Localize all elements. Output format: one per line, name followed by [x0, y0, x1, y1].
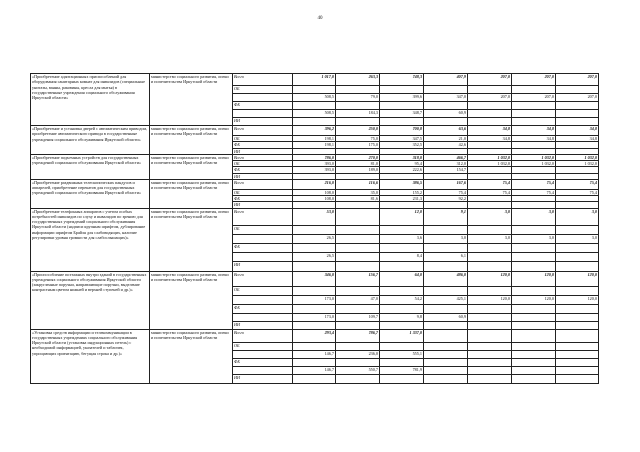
amount-cell: [336, 358, 380, 366]
amount-cell: 95,4: [380, 161, 424, 167]
amount-cell: 8,4: [380, 252, 424, 261]
amount-cell: 120,0: [556, 295, 599, 304]
amount-cell: 146,7: [293, 350, 336, 358]
amount-cell: [468, 304, 512, 313]
amount-cell: [293, 102, 336, 110]
budget-table-body: [31, 74, 599, 384]
amount-cell: 60,9: [424, 313, 468, 321]
amount-cell: 1 032,0: [512, 154, 556, 160]
funding-source-cell: [233, 234, 293, 243]
amount-cell: [512, 118, 556, 126]
amount-cell: 79,0: [336, 94, 380, 102]
amount-cell: 207,0: [468, 74, 512, 86]
funding-source-cell: ОБ: [233, 286, 293, 295]
amount-cell: [556, 366, 599, 374]
amount-cell: [468, 329, 512, 342]
amount-cell: 64,0: [380, 271, 424, 286]
executor-cell: министерство социального развития, опеки и попечительства Иркутской области: [150, 208, 233, 271]
funding-source-cell: ФБ: [233, 142, 293, 148]
amount-cell: 748,3: [380, 74, 424, 86]
amount-cell: 425,1: [424, 295, 468, 304]
amount-cell: [468, 243, 512, 252]
measure-description: «Установка средств информации и телекоммуникации в государственных учреждениях социального обслуживания Иркутской области (установка индукционных петель) с необходимой информацией, указателей и табличек, упрощающих ориентацию, бегущая строка и др.)»: [31, 329, 150, 383]
funding-source-cell: Всего: [233, 126, 293, 136]
amount-cell: [556, 286, 599, 295]
amount-cell: [556, 358, 599, 366]
table-row: [31, 126, 599, 136]
funding-source-cell: ФБ: [233, 358, 293, 366]
amount-cell: 116,6: [336, 179, 380, 189]
amount-cell: 396,2: [293, 126, 336, 136]
amount-cell: 508,5: [293, 94, 336, 102]
amount-cell: 75,4: [556, 189, 599, 195]
funding-source-cell: [233, 313, 293, 321]
amount-cell: 407,9: [424, 74, 468, 86]
measure-description: «Приобретение и установка дверей с автоматическим приводом, приобретение автоматического привода в государственные учреждения социального обслуживания Иркутской области»: [31, 126, 150, 155]
amount-cell: 146,7: [293, 366, 336, 374]
amount-cell: 198,1: [293, 142, 336, 148]
amount-cell: [468, 350, 512, 358]
amount-cell: [468, 321, 512, 329]
amount-cell: [512, 261, 556, 271]
amount-cell: [512, 321, 556, 329]
funding-source-cell: Всего: [233, 179, 293, 189]
amount-cell: 184,3: [336, 110, 380, 118]
amount-cell: 34,8: [468, 126, 512, 136]
amount-cell: [380, 102, 424, 110]
amount-cell: 786,7: [336, 329, 380, 342]
amount-cell: 1 337,0: [380, 329, 424, 342]
funding-source-cell: Всего: [233, 329, 293, 342]
amount-cell: 35,0: [336, 189, 380, 195]
amount-cell: [556, 374, 599, 383]
amount-cell: [380, 261, 424, 271]
amount-cell: [468, 86, 512, 94]
amount-cell: 9,8: [380, 313, 424, 321]
amount-cell: [424, 304, 468, 313]
amount-cell: 3,0: [556, 234, 599, 243]
table-row: [31, 329, 599, 342]
amount-cell: 12,0: [380, 208, 424, 225]
amount-cell: 92,2: [424, 196, 468, 202]
amount-cell: [556, 118, 599, 126]
amount-cell: [468, 366, 512, 374]
budget-table: [30, 73, 599, 384]
funding-source-cell: ИИ: [233, 173, 293, 179]
amount-cell: 293,4: [293, 329, 336, 342]
amount-cell: [468, 110, 512, 118]
amount-cell: [380, 321, 424, 329]
amount-cell: 81,6: [336, 196, 380, 202]
table-row: [31, 179, 599, 189]
funding-source-cell: [233, 110, 293, 118]
page-number: 40: [317, 16, 323, 21]
amount-cell: 1 032,0: [468, 161, 512, 167]
amount-cell: [424, 118, 468, 126]
funding-source-cell: [233, 295, 293, 304]
amount-cell: 786,0: [293, 154, 336, 160]
amount-cell: 34,8: [512, 126, 556, 136]
amount-cell: [512, 243, 556, 252]
amount-cell: 1 032,0: [468, 154, 512, 160]
amount-cell: [424, 350, 468, 358]
amount-cell: 108,0: [293, 196, 336, 202]
funding-source-cell: ИИ: [233, 321, 293, 329]
amount-cell: [512, 342, 556, 350]
amount-cell: [424, 243, 468, 252]
amount-cell: 347,5: [380, 136, 424, 142]
amount-cell: 108,0: [293, 189, 336, 195]
amount-cell: 3,0: [512, 234, 556, 243]
amount-cell: 34,8: [556, 126, 599, 136]
amount-cell: [336, 243, 380, 252]
amount-cell: 231,3: [380, 196, 424, 202]
amount-cell: 486,0: [424, 271, 468, 286]
amount-cell: [293, 304, 336, 313]
amount-cell: 156,7: [336, 271, 380, 286]
amount-cell: [293, 261, 336, 271]
amount-cell: 3,0: [468, 234, 512, 243]
amount-cell: 508,5: [293, 110, 336, 118]
amount-cell: [468, 261, 512, 271]
funding-source-cell: ОБ: [233, 189, 293, 195]
amount-cell: 348,7: [380, 110, 424, 118]
amount-cell: [424, 342, 468, 350]
amount-cell: [556, 102, 599, 110]
amount-cell: [336, 208, 380, 225]
amount-cell: [512, 350, 556, 358]
executor-cell: министерство социального развития, опеки и попечительства Иркутской области: [150, 126, 233, 155]
amount-cell: [556, 261, 599, 271]
amount-cell: 555,1: [380, 350, 424, 358]
amount-cell: [512, 102, 556, 110]
amount-cell: 109,7: [336, 313, 380, 321]
amount-cell: [336, 304, 380, 313]
amount-cell: [336, 342, 380, 350]
amount-cell: 236,0: [336, 350, 380, 358]
measure-description: «Приобретение подъемных устройств для государственных учреждений социального обслуживания Иркутской области»: [31, 154, 150, 179]
amount-cell: 154,7: [424, 167, 468, 173]
amount-cell: 167,6: [424, 179, 468, 189]
amount-cell: [336, 234, 380, 243]
amount-cell: [468, 118, 512, 126]
amount-cell: [380, 286, 424, 295]
amount-cell: 263,3: [336, 74, 380, 86]
amount-cell: [380, 118, 424, 126]
amount-cell: [336, 252, 380, 261]
amount-cell: 1 032,0: [556, 161, 599, 167]
amount-cell: 352,5: [380, 142, 424, 148]
amount-cell: [293, 86, 336, 94]
amount-cell: 207,0: [468, 94, 512, 102]
funding-source-cell: [233, 94, 293, 102]
amount-cell: [424, 286, 468, 295]
amount-cell: 54,2: [380, 295, 424, 304]
amount-cell: 120,0: [556, 271, 599, 286]
amount-cell: 6,1: [424, 252, 468, 261]
amount-cell: [512, 313, 556, 321]
amount-cell: [336, 374, 380, 383]
amount-cell: [512, 86, 556, 94]
amount-cell: 34,8: [556, 136, 599, 142]
amount-cell: [424, 86, 468, 94]
amount-cell: 3,0: [556, 208, 599, 225]
amount-cell: 75,4: [512, 179, 556, 189]
amount-cell: [424, 102, 468, 110]
amount-cell: [512, 286, 556, 295]
amount-cell: 47,0: [336, 295, 380, 304]
amount-cell: 42,6: [424, 142, 468, 148]
amount-cell: 1 017,0: [293, 74, 336, 86]
funding-source-cell: ОБ: [233, 161, 293, 167]
amount-cell: 173,0: [293, 295, 336, 304]
amount-cell: 81,0: [336, 161, 380, 167]
amount-cell: 1 032,0: [512, 161, 556, 167]
amount-cell: 399,6: [380, 94, 424, 102]
amount-cell: 198,1: [293, 136, 336, 142]
amount-cell: 75,0: [336, 136, 380, 142]
amount-cell: [424, 366, 468, 374]
amount-cell: [468, 374, 512, 383]
executor-cell: министерство социального развития, опеки и попечительства Иркутской области: [150, 179, 233, 208]
funding-source-cell: ОБ: [233, 86, 293, 94]
amount-cell: 63,6: [424, 126, 468, 136]
executor-cell: министерство социального развития, опеки и попечительства Иркутской области: [150, 271, 233, 329]
measure-description: «Приспособление поэтажных внутри зданий в государственных учреждениях социального обслуживания Иркутской области (закругленные поручни, направляющие поручни, выделение контрастным цветом нижней и верхней ступеней и др.)»: [31, 271, 150, 329]
amount-cell: [380, 374, 424, 383]
funding-source-cell: ИИ: [233, 374, 293, 383]
amount-cell: 3,0: [468, 208, 512, 225]
amount-cell: 270,0: [336, 154, 380, 160]
funding-source-cell: [233, 366, 293, 374]
amount-cell: 207,0: [512, 94, 556, 102]
amount-cell: [424, 261, 468, 271]
amount-cell: [380, 86, 424, 94]
amount-cell: [336, 225, 380, 234]
amount-cell: [468, 102, 512, 110]
amount-cell: 9,1: [424, 208, 468, 225]
amount-cell: [380, 225, 424, 234]
amount-cell: [468, 225, 512, 234]
amount-cell: [293, 286, 336, 295]
amount-cell: [380, 243, 424, 252]
amount-cell: 386,5: [380, 179, 424, 189]
amount-cell: [336, 286, 380, 295]
table-row: [31, 74, 599, 86]
amount-cell: 75,4: [468, 179, 512, 189]
measure-description: «Приобретение адаптационных приспособлений для оборудования санитарных комнат для инвалидов (специальные унитазы, ванны, раковины, кресла для мытья) в государственные учреждения социального обслуживания Иркутской области»: [31, 74, 150, 126]
amount-cell: [556, 86, 599, 94]
funding-source-cell: ФБ: [233, 102, 293, 110]
amount-cell: [512, 329, 556, 342]
funding-source-cell: ФБ: [233, 167, 293, 173]
funding-source-cell: ОБ: [233, 342, 293, 350]
amount-cell: 781,9: [380, 366, 424, 374]
amount-cell: 393,0: [293, 167, 336, 173]
amount-cell: [512, 110, 556, 118]
amount-cell: [336, 261, 380, 271]
amount-cell: 26,5: [293, 252, 336, 261]
amount-cell: 216,0: [293, 179, 336, 189]
funding-source-cell: Всего: [233, 154, 293, 160]
amount-cell: 3,6: [380, 234, 424, 243]
amount-cell: 189,0: [336, 167, 380, 173]
funding-source-cell: ИИ: [233, 118, 293, 126]
amount-cell: [293, 374, 336, 383]
amount-cell: [424, 321, 468, 329]
amount-cell: 550,7: [336, 366, 380, 374]
funding-source-cell: Всего: [233, 208, 293, 225]
amount-cell: 318,0: [380, 154, 424, 160]
executor-cell: министерство социального развития, опеки и попечительства Иркутской области: [150, 329, 233, 383]
amount-cell: [556, 329, 599, 342]
table-row: [31, 271, 599, 286]
amount-cell: [424, 374, 468, 383]
funding-source-cell: Всего: [233, 74, 293, 86]
amount-cell: [336, 102, 380, 110]
amount-cell: [556, 243, 599, 252]
amount-cell: [556, 313, 599, 321]
funding-source-cell: Всего: [233, 271, 293, 286]
amount-cell: [512, 366, 556, 374]
amount-cell: [336, 118, 380, 126]
amount-cell: [468, 286, 512, 295]
funding-source-cell: [233, 350, 293, 358]
amount-cell: [512, 225, 556, 234]
executor-cell: министерство социального развития, опеки и попечительства Иркутской области: [150, 154, 233, 179]
amount-cell: 120,0: [468, 271, 512, 286]
funding-source-cell: ОБ: [233, 136, 293, 142]
amount-cell: 175,0: [336, 142, 380, 148]
amount-cell: [512, 374, 556, 383]
amount-cell: [380, 304, 424, 313]
funding-source-cell: ИИ: [233, 148, 293, 154]
amount-cell: 34,8: [468, 136, 512, 142]
amount-cell: 347,0: [424, 94, 468, 102]
amount-cell: 60,9: [424, 110, 468, 118]
amount-cell: 53,0: [293, 208, 336, 225]
amount-cell: [556, 252, 599, 261]
amount-cell: [293, 243, 336, 252]
funding-source-cell: [233, 252, 293, 261]
amount-cell: [293, 342, 336, 350]
amount-cell: 207,0: [556, 94, 599, 102]
amount-cell: [424, 225, 468, 234]
amount-cell: 75,4: [512, 189, 556, 195]
amount-cell: [512, 252, 556, 261]
amount-cell: [424, 358, 468, 366]
amount-cell: 3,0: [424, 234, 468, 243]
amount-cell: 155,2: [380, 189, 424, 195]
amount-cell: 120,0: [468, 295, 512, 304]
amount-cell: 120,0: [512, 295, 556, 304]
amount-cell: [556, 342, 599, 350]
amount-cell: 1 032,0: [556, 154, 599, 160]
amount-cell: 700,8: [380, 126, 424, 136]
amount-cell: [293, 358, 336, 366]
table-row: [31, 208, 599, 225]
amount-cell: [556, 225, 599, 234]
amount-cell: 21,0: [424, 136, 468, 142]
measure-description: «Приобретение телефонных аппаратов с учетом особых потребностей инвалидов по слуху и инвалидов по зрению для государственных учреждений социального обслуживания Иркутской области (надписи крупным шрифтом, дублирование информации шрифтом Брайля для слабовидящих, наличие регулировки уровня громкости для слабослышащих)»: [31, 208, 150, 271]
amount-cell: [293, 321, 336, 329]
amount-cell: 173,0: [293, 313, 336, 321]
funding-source-cell: ОБ: [233, 225, 293, 234]
amount-cell: 207,0: [512, 74, 556, 86]
amount-cell: [512, 358, 556, 366]
amount-cell: [512, 304, 556, 313]
amount-cell: 26,5: [293, 234, 336, 243]
amount-cell: [293, 118, 336, 126]
funding-source-cell: ИИ: [233, 202, 293, 208]
amount-cell: [293, 225, 336, 234]
amount-cell: [556, 321, 599, 329]
amount-cell: 346,0: [293, 271, 336, 286]
funding-source-cell: ФБ: [233, 243, 293, 252]
amount-cell: [468, 313, 512, 321]
amount-cell: 312,0: [424, 161, 468, 167]
amount-cell: [556, 304, 599, 313]
amount-cell: 207,0: [556, 74, 599, 86]
funding-source-cell: ФБ: [233, 304, 293, 313]
amount-cell: [468, 252, 512, 261]
amount-cell: [380, 342, 424, 350]
amount-cell: [424, 329, 468, 342]
executor-cell: министерство социального развития, опеки и попечительства Иркутской области: [150, 74, 233, 126]
amount-cell: 75,4: [468, 189, 512, 195]
amount-cell: 34,8: [512, 136, 556, 142]
amount-cell: [556, 110, 599, 118]
amount-cell: 3,0: [512, 208, 556, 225]
amount-cell: 222,6: [380, 167, 424, 173]
funding-source-cell: ФБ: [233, 196, 293, 202]
amount-cell: [468, 358, 512, 366]
amount-cell: 120,0: [512, 271, 556, 286]
amount-cell: 250,0: [336, 126, 380, 136]
amount-cell: [336, 86, 380, 94]
amount-cell: 75,4: [556, 179, 599, 189]
amount-cell: [468, 342, 512, 350]
amount-cell: 75,4: [424, 189, 468, 195]
amount-cell: [380, 358, 424, 366]
amount-cell: [336, 321, 380, 329]
amount-cell: 393,0: [293, 161, 336, 167]
amount-cell: 466,7: [424, 154, 468, 160]
funding-source-cell: ИИ: [233, 261, 293, 271]
measure-description: «Приобретение раздвижных телескопических пандусов и аппарелей, приобретение перекатов для государственных учреждений социального обслуживания Иркутской области»: [31, 179, 150, 208]
amount-cell: [556, 350, 599, 358]
